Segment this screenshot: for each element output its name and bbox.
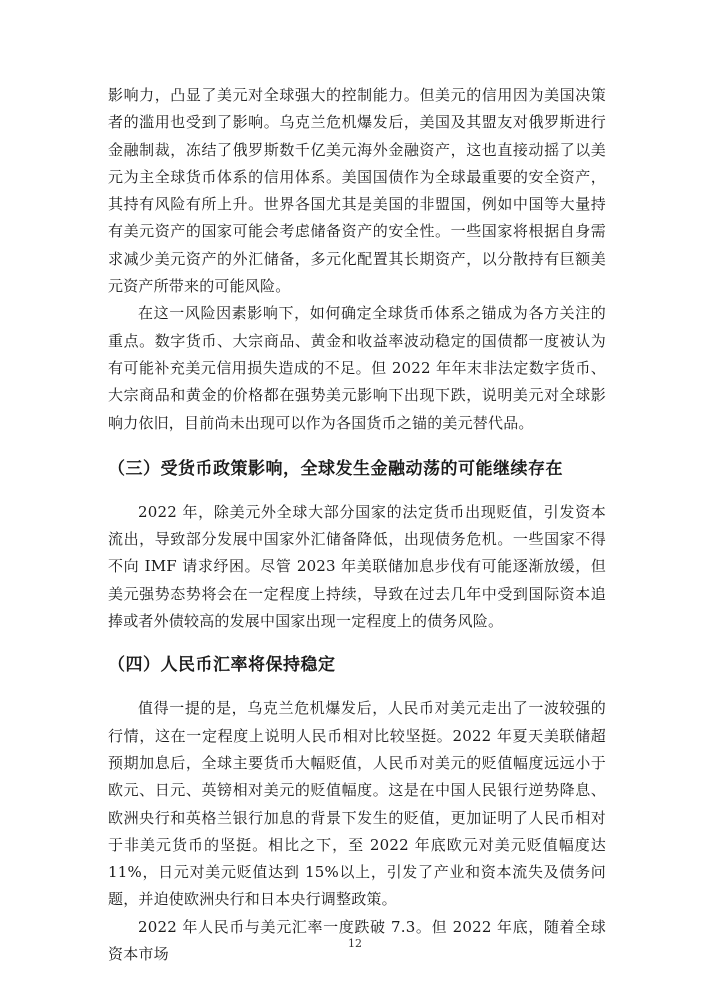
body-paragraph-rmb-exchange-rate: 2022 年人民币与美元汇率一度跌破 7.3。但 2022 年底，随着全球资本市场 <box>108 917 606 964</box>
body-paragraph-currency-anchor: 在这一风险因素影响下，如何确定全球货币体系之锚成为各方关注的重点。数字货币、大宗商品、黄金和收益率波动稳定的国债都一度被认为有可能补充美元信用损失造成的不足。但 2022 年年末非法定数字货币、大宗商品和黄金的价格都在强势美元影响下出现下跌，说明美元对全球影响力依旧，目前尚未出现可以作为各国货币之锚的美元替代品。 <box>108 304 606 432</box>
body-paragraph-financial-turmoil: 2022 年，除美元外全球大部分国家的法定货币出现贬值，引发资本流出，导致部分发展中国家外汇储备降低，出现债务危机。一些国家不得不向 IMF 请求纾困。尽管 2023 年美联储加息步伐有可能逐渐放缓，但美元强势态势将会在一定程度上持续，导致在过去几年中受到国际资本追捧或者外债较高的发展中国家出现一定程度上的债务风险。 <box>108 502 606 631</box>
page-number: 12 <box>348 937 362 950</box>
section-heading-3: （三）受货币政策影响，全球发生金融动荡的可能继续存在 <box>108 458 563 479</box>
body-paragraph-rmb-stability: 值得一提的是，乌克兰危机爆发后，人民币对美元走出了一波较强的行情，这在一定程度上说明人民币相对比较坚挺。2022 年夏天美联储超预期加息后，全球主要货币大幅贬值，人民币对美元的贬值幅度远远小于欧元、日元、英镑相对美元的贬值幅度。这是在中国人民银行逆势降息、欧洲央行和英格兰银行加息的背景下发生的贬值，更加证明了人民币相对于非美元货币的坚挺。相比之下，至 2022 年底欧元对美元贬值幅度达 11%，日元对美元贬值达到 15%以上，引发了产业和资本流失及债务问题，并迫使欧洲央行和日本央行调整政策。 <box>108 699 606 909</box>
body-paragraph-dollar-influence: 影响力，凸显了美元对全球强大的控制能力。但美元的信用因为美国决策者的滥用也受到了影响。乌克兰危机爆发后，美国及其盟友对俄罗斯进行金融制裁，冻结了俄罗斯数千亿美元海外金融资产，这也直接动摇了以美元为主全球货币体系的信用体系。美国国债作为全球最重要的安全资产，其持有风险有所上升。世界各国尤其是美国的非盟国，例如中国等大量持有美元资产的国家可能会考虑储备资产的安全性。一些国家将根据自身需求减少美元资产的外汇储备，多元化配置其长期资产，以分散持有巨额美元资产所带来的可能风险。 <box>108 86 606 296</box>
section-heading-4: （四）人民币汇率将保持稳定 <box>108 655 336 676</box>
page-content <box>108 82 606 968</box>
